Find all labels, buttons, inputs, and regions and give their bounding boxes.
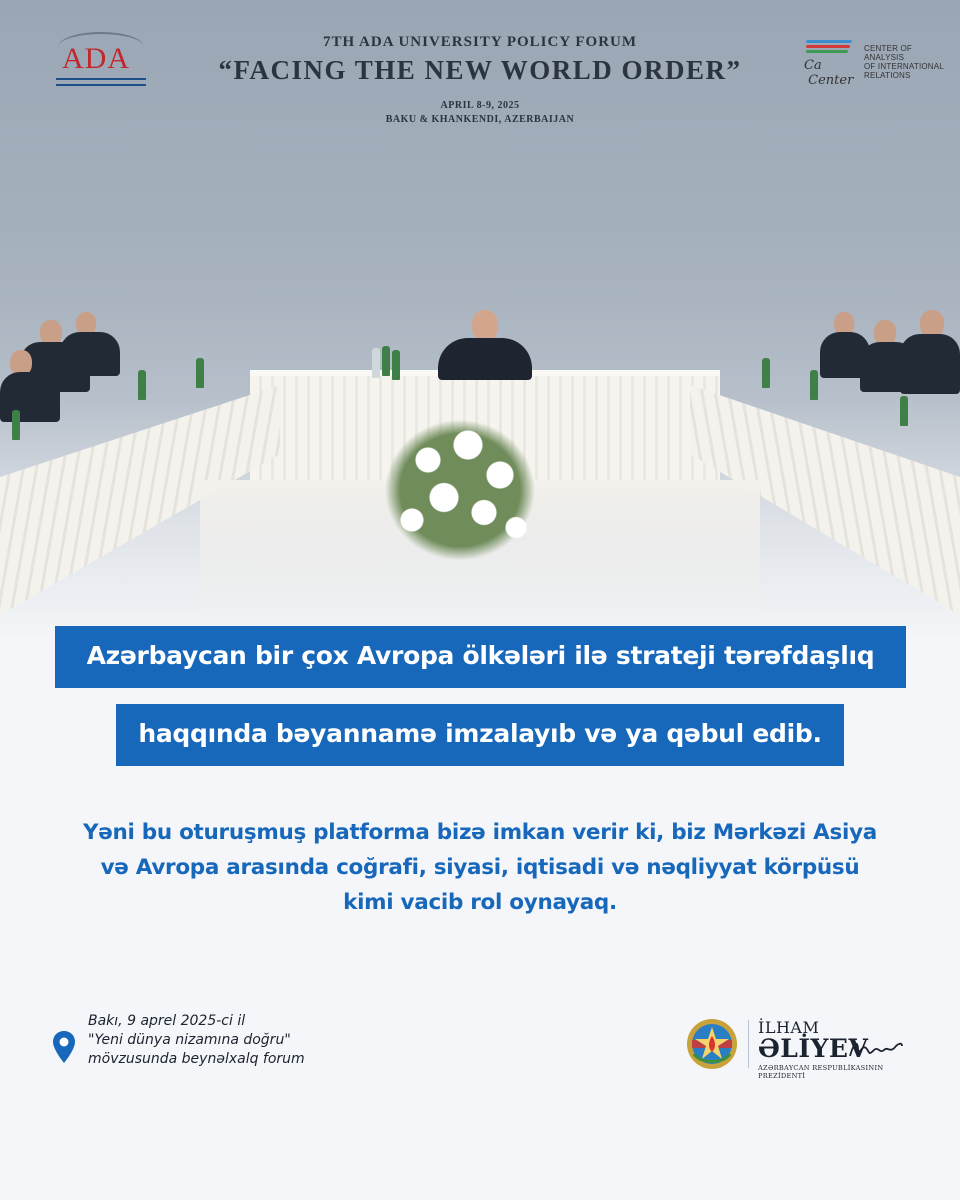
location-text <box>88 1012 378 1069</box>
location-forum-desc: mövzusunda beynəlxalq forum <box>88 1051 305 1067</box>
sub-quote-line: və Avropa arasında coğrafi, siyasi, iqtisadi və nəqliyyat körpüsü <box>100 855 860 880</box>
signature-title: AZƏRBAYCAN RESPUBLİKASININ PREZİDENTİ <box>758 1064 884 1080</box>
ada-logo-lines <box>56 78 146 86</box>
location-forum-name: "Yeni dünya nizamına doğru" <box>88 1032 291 1048</box>
quote-banner-line-1: Azərbaycan bir çox Avropa ölkələri ilə strateji tərəfdaşlıq <box>55 626 906 688</box>
signature-last-name: ƏLİYEV <box>758 1034 869 1063</box>
water-bottle <box>810 370 818 400</box>
forum-date: APRIL 8-9, 2025 <box>440 100 520 111</box>
water-bottle <box>392 350 400 380</box>
location-block <box>52 1012 372 1082</box>
ada-logo-text: ADA <box>62 42 130 75</box>
azerbaijan-emblem-icon <box>686 1018 738 1070</box>
water-bottle <box>372 348 380 378</box>
flag-wave-icon <box>806 40 856 58</box>
water-bottle <box>762 358 770 388</box>
location-date: Bakı, 9 aprel 2025-ci il <box>88 1013 246 1029</box>
handwritten-signature-icon <box>848 1036 904 1062</box>
meeting-scene <box>0 290 960 640</box>
water-bottle <box>196 358 204 388</box>
sub-quote <box>60 815 900 920</box>
forum-place: BAKU & KHANKENDI, AZERBAIJAN <box>385 114 575 125</box>
water-bottle <box>900 396 908 426</box>
aircenter-mark: Ca Center <box>804 58 854 88</box>
sub-quote-line: Yəni bu oturuşmuş platforma bizə imkan verir ki, biz Mərkəzi Asiya <box>82 820 878 845</box>
flower-arrangement <box>380 415 540 565</box>
location-pin-icon <box>52 1030 76 1064</box>
ada-university-logo <box>52 28 148 92</box>
water-bottle <box>138 370 146 400</box>
signature-divider <box>748 1020 749 1068</box>
aircenter-text: CENTER OF ANALYSIS OF INTERNATIONAL RELATIONS <box>864 44 944 80</box>
forum-title-block <box>180 34 780 125</box>
signature-block <box>686 1012 926 1092</box>
water-bottle <box>12 410 20 440</box>
forum-backdrop <box>0 0 960 150</box>
signature-first-name: İLHAM <box>758 1018 820 1037</box>
speaker-figure <box>438 310 532 380</box>
forum-edition: 7TH ADA UNIVERSITY POLICY FORUM <box>322 34 638 50</box>
quote-banner-line-2: haqqında bəyannamə imzalayıb və ya qəbul edib. <box>116 704 844 766</box>
sub-quote-line: kimi vacib rol oynayaq. <box>343 890 617 915</box>
forum-name: “FACING THE NEW WORLD ORDER” <box>218 55 742 85</box>
aircenter-logo <box>800 38 950 98</box>
water-bottle <box>382 346 390 376</box>
